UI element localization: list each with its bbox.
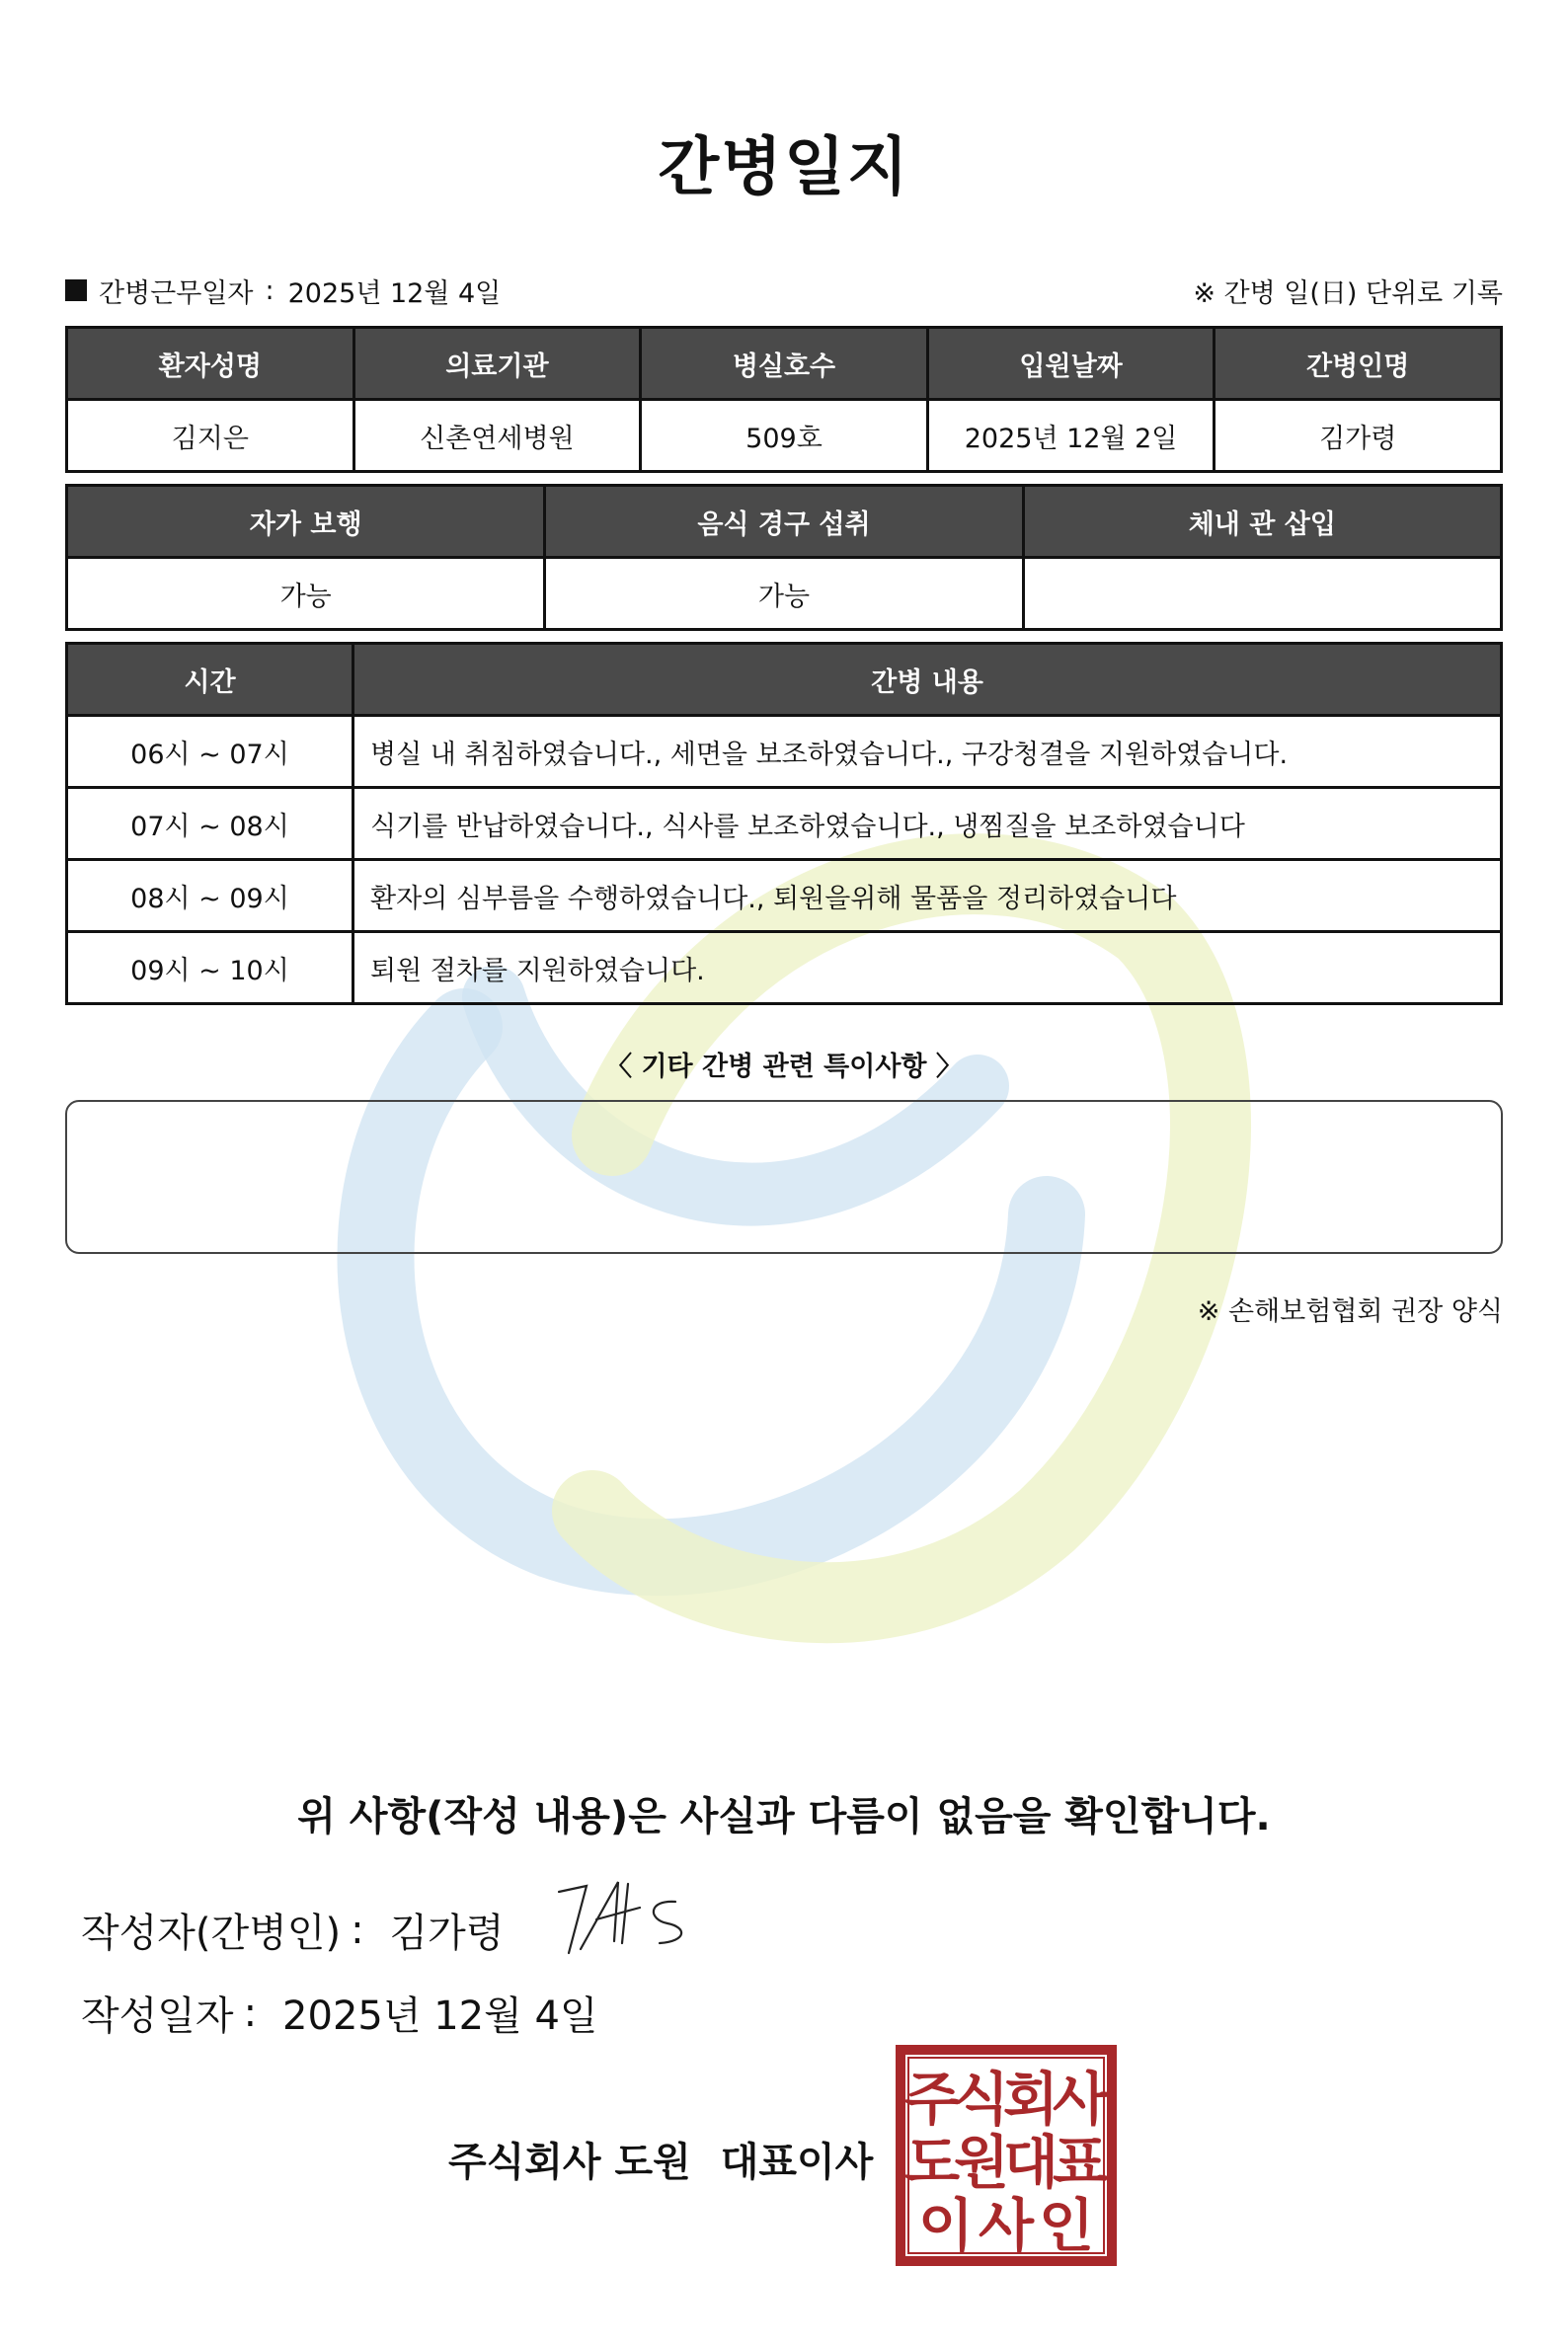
care-time: 08시 ~ 09시	[67, 860, 353, 932]
room-number: 509호	[641, 400, 928, 472]
care-time: 07시 ~ 08시	[67, 788, 353, 860]
company-name: 주식회사 도원	[448, 2140, 691, 2185]
writer-label: 작성자(간병인)	[81, 1911, 342, 1956]
company-role: 대표이사	[720, 2140, 874, 2185]
notes-title: 〈 기타 간병 관련 특이사항 〉	[605, 1052, 963, 1082]
svg-text:도: 도	[903, 2129, 961, 2196]
patient-status-table	[65, 484, 1503, 631]
square-bullet-icon	[65, 279, 87, 301]
status-header-row	[67, 486, 1502, 558]
notes-box	[65, 1100, 1503, 1254]
admission-date: 2025년 12월 2일	[927, 400, 1215, 472]
care-time: 06시 ~ 07시	[67, 716, 353, 788]
writer-name: 김가령	[389, 1911, 505, 1956]
care-header-row	[67, 644, 1502, 716]
svg-text:사: 사	[978, 2192, 1035, 2259]
form-source-note: ※ 손해보험협회 권장 양식	[1197, 1296, 1503, 1327]
svg-text:주: 주	[903, 2066, 961, 2133]
page-title: 간병일지	[658, 131, 910, 204]
tube-insertion-value	[1023, 558, 1501, 630]
company-seal-icon	[895, 2044, 1118, 2267]
writer-row	[81, 1902, 504, 1958]
table-row	[67, 932, 1502, 1004]
work-date-separator: :	[265, 274, 274, 306]
table-row	[67, 716, 1502, 788]
header-patient-name: 환자성명	[67, 328, 354, 400]
care-time: 09시 ~ 10시	[67, 932, 353, 1004]
svg-text:인: 인	[1038, 2192, 1095, 2259]
company-signature	[448, 2131, 873, 2187]
work-date	[65, 272, 501, 310]
svg-text:대: 대	[1002, 2129, 1059, 2196]
care-content: 환자의 심부름을 수행하였습니다., 퇴원을위해 물품을 정리하였습니다	[353, 860, 1502, 932]
header-tube-insertion: 체내 관 삽입	[1023, 486, 1501, 558]
patient-info-table	[65, 326, 1503, 473]
header-caregiver: 간병인명	[1215, 328, 1502, 400]
care-log-table	[65, 642, 1503, 1005]
handwritten-signature-icon	[549, 1872, 707, 1961]
header-care-content: 간병 내용	[353, 644, 1502, 716]
patient-value-row	[67, 400, 1502, 472]
header-hospital: 의료기관	[353, 328, 641, 400]
written-date-separator: :	[243, 1990, 258, 2036]
table-row	[67, 860, 1502, 932]
patient-name: 김지은	[67, 400, 354, 472]
svg-text:이: 이	[917, 2192, 975, 2259]
care-content: 식기를 반납하였습니다., 식사를 보조하였습니다., 냉찜질을 보조하였습니다	[353, 788, 1502, 860]
table-row	[67, 788, 1502, 860]
work-date-label: 간병근무일자	[99, 277, 254, 309]
self-walking-value: 가능	[67, 558, 545, 630]
caregiver-name: 김가령	[1215, 400, 1502, 472]
writer-separator: :	[351, 1907, 364, 1953]
hospital-name: 신촌연세병원	[353, 400, 641, 472]
svg-text:사: 사	[1052, 2066, 1109, 2133]
header-room: 병실호수	[641, 328, 928, 400]
written-date-value: 2025년 12월 4일	[282, 1994, 598, 2039]
header-self-walking: 자가 보행	[67, 486, 545, 558]
header-admission-date: 입원날짜	[927, 328, 1215, 400]
work-date-value: 2025년 12월 4일	[287, 277, 502, 309]
written-date-row	[81, 1985, 598, 2041]
header-time: 시간	[67, 644, 353, 716]
confirmation-statement: 위 사항(작성 내용)은 사실과 다름이 없음을 확인합니다.	[297, 1794, 1271, 1839]
svg-text:원: 원	[953, 2129, 1010, 2196]
care-content: 퇴원 절차를 지원하였습니다.	[353, 932, 1502, 1004]
patient-header-row	[67, 328, 1502, 400]
header-oral-intake: 음식 경구 섭취	[545, 486, 1023, 558]
oral-intake-value: 가능	[545, 558, 1023, 630]
svg-text:식: 식	[953, 2066, 1010, 2133]
svg-text:회: 회	[1002, 2066, 1059, 2133]
svg-text:표: 표	[1052, 2129, 1109, 2196]
written-date-label: 작성일자	[81, 1994, 234, 2039]
status-value-row	[67, 558, 1502, 630]
meta-row	[65, 271, 1503, 310]
care-content: 병실 내 취침하였습니다., 세면을 보조하였습니다., 구강청결을 지원하였습니다.	[353, 716, 1502, 788]
unit-note: ※ 간병 일(日) 단위로 기록	[1193, 277, 1503, 309]
